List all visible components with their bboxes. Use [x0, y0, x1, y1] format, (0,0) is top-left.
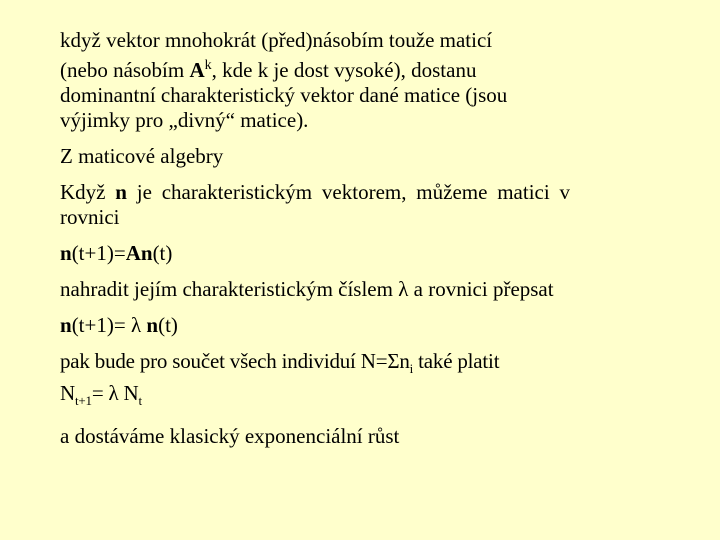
- paragraph-population-sum: [60, 349, 570, 413]
- subscript-t: t: [138, 393, 142, 409]
- slide-content: [60, 28, 570, 460]
- equation-part: (t+1)= λ: [71, 313, 147, 337]
- subscript-t-plus-1: t+1: [74, 393, 92, 409]
- exponent-k: k: [204, 58, 212, 73]
- text-line: [60, 381, 570, 413]
- text-segment: je charakteristickým vektorem, můžeme matici v rovnici: [60, 180, 570, 229]
- text-segment: , kde k je dost vysoké), dostanu: [211, 58, 477, 82]
- paragraph-eigenvalue: nahradit jejím charakteristickým číslem λ a rovnici přepsat: [60, 277, 554, 301]
- vector-n: n: [140, 241, 153, 265]
- equation-eigenvalue: [60, 313, 570, 338]
- paragraph-exponential-growth: a dostáváme klasický exponenciální růst: [60, 424, 400, 449]
- text-line: [60, 53, 570, 83]
- text-line: dominantní charakteristický vektor dané matice (jsou: [60, 83, 508, 107]
- vector-n: n: [146, 313, 159, 337]
- text-segment: pak bude pro součet všech individuí N=Σn: [60, 349, 410, 373]
- text-segment: = λ N: [91, 381, 139, 406]
- text-line: výjimky pro „divný“ matice).: [60, 108, 309, 132]
- vector-n: n: [115, 180, 127, 204]
- paragraph-dominant-vector: [60, 28, 570, 133]
- equation-part: (t): [158, 313, 178, 337]
- subscript-i: i: [409, 361, 414, 377]
- paragraph-eigenvector: [60, 180, 570, 230]
- text-line: když vektor mnohokrát (před)násobím touže maticí: [60, 28, 493, 52]
- matrix-a: A: [125, 241, 141, 265]
- text-segment: Když: [60, 180, 116, 204]
- text-segment: N: [60, 381, 75, 406]
- vector-n: n: [60, 313, 72, 337]
- equation-part: (t): [152, 241, 173, 265]
- paragraph-matrix-algebra: Z maticové algebry: [60, 144, 224, 168]
- equation-matrix: [60, 241, 570, 266]
- text-segment: také platit: [413, 349, 500, 373]
- text-segment: (nebo násobím: [60, 58, 190, 82]
- vector-n: n: [60, 241, 72, 265]
- matrix-a: A: [189, 58, 205, 82]
- text-line: [60, 349, 570, 381]
- equation-part: (t+1)=: [71, 241, 126, 265]
